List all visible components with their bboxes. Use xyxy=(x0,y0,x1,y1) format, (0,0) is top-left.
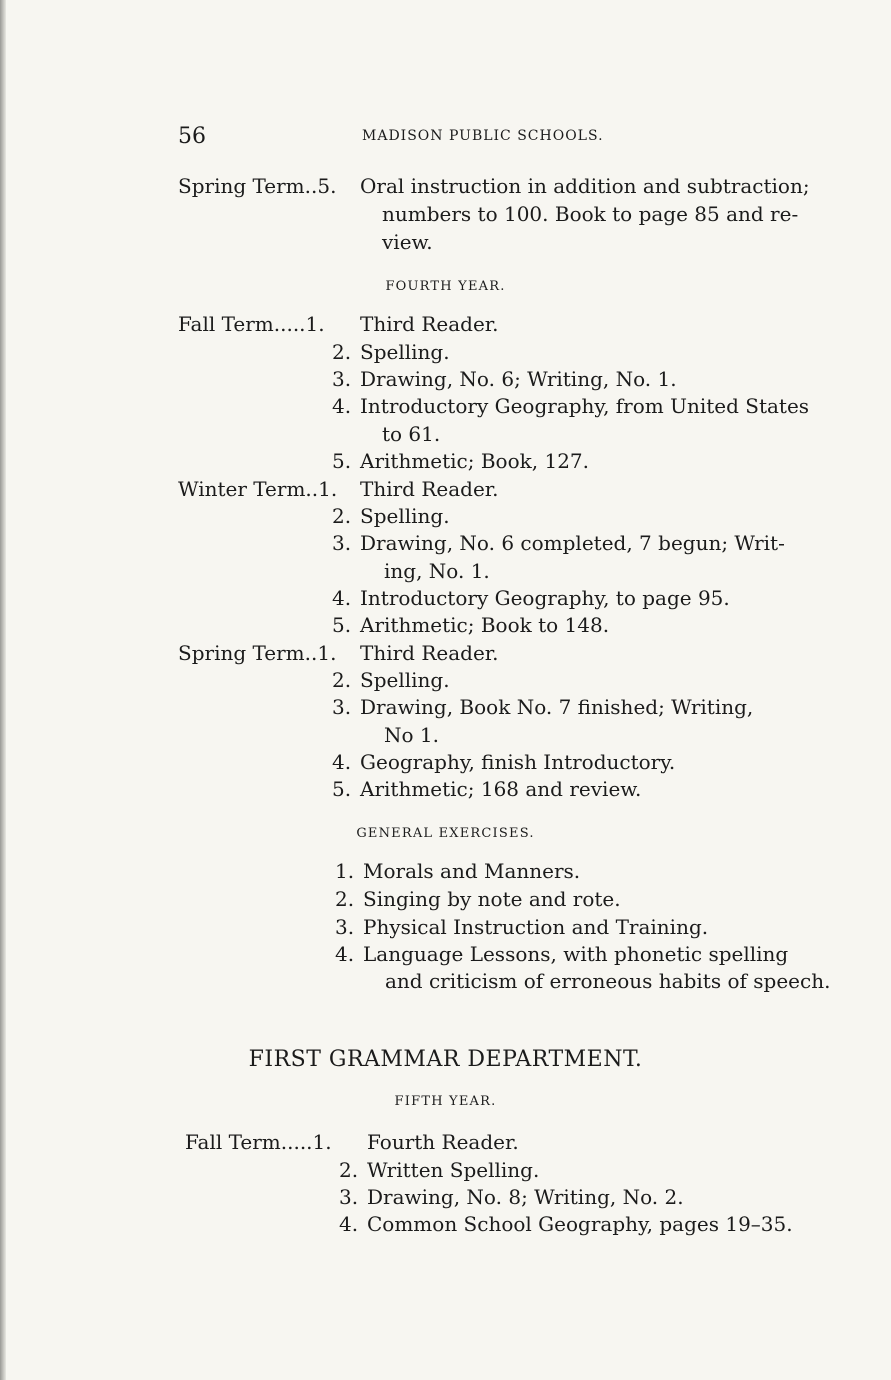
winter-item-5: Arithmetic; Book to 148. xyxy=(360,613,610,637)
fourth-year-heading: FOURTH YEAR. xyxy=(385,279,506,294)
running-header: MADISON PUBLIC SCHOOLS. xyxy=(362,128,604,144)
spring-4-num-3: 3. xyxy=(332,695,352,719)
fifth-fall-item-1: Fourth Reader. xyxy=(367,1130,519,1154)
winter-item-2: Spelling. xyxy=(360,504,450,528)
fifth-fall-num-2: 2. xyxy=(339,1158,359,1182)
page-edge-shadow xyxy=(0,0,6,1380)
fall-item-2: Spelling. xyxy=(360,340,450,364)
exercise-num-3: 3. xyxy=(335,915,355,939)
fifth-fall-term-label: Fall Term.....1. xyxy=(185,1130,332,1154)
spring-item-5-line3: view. xyxy=(382,230,433,254)
fall-num-4: 4. xyxy=(332,394,352,418)
winter-item-3-line2: ing, No. 1. xyxy=(384,559,490,583)
spring-4-item-4: Geography, finish Introductory. xyxy=(360,750,676,774)
exercise-num-2: 2. xyxy=(335,887,355,911)
fifth-fall-item-2: Written Spelling. xyxy=(367,1158,540,1182)
exercise-num-1: 1. xyxy=(335,859,355,883)
spring-4-item-5: Arithmetic; 168 and review. xyxy=(360,777,642,801)
winter-item-1: Third Reader. xyxy=(360,477,499,501)
spring-4-item-3-line1: Drawing, Book No. 7 finished; Writing, xyxy=(360,695,754,719)
fall-item-4-line2: to 61. xyxy=(382,422,441,446)
spring-4-num-4: 4. xyxy=(332,750,352,774)
fall-num-3: 3. xyxy=(332,367,352,391)
exercise-item-4-continuation: and criticism of erroneous habits of speech. xyxy=(385,969,831,993)
exercise-item-2: Singing by note and rote. xyxy=(363,887,621,911)
exercise-item-4: Language Lessons, with phonetic spelling xyxy=(363,942,789,966)
fifth-year-heading: FIFTH YEAR. xyxy=(394,1094,497,1109)
winter-num-3: 3. xyxy=(332,531,352,555)
page-number: 56 xyxy=(178,124,206,149)
winter-num-2: 2. xyxy=(332,504,352,528)
winter-item-3-line1: Drawing, No. 6 completed, 7 begun; Writ- xyxy=(360,531,785,555)
spring-4-item-3-line2: No 1. xyxy=(384,723,439,747)
fall-item-4-line1: Introductory Geography, from United States xyxy=(360,394,810,418)
fifth-fall-item-4: Common School Geography, pages 19–35. xyxy=(367,1212,793,1236)
fall-item-5: Arithmetic; Book, 127. xyxy=(360,449,589,473)
spring-4-num-5: 5. xyxy=(332,777,352,801)
fifth-fall-item-3: Drawing, No. 8; Writing, No. 2. xyxy=(367,1185,684,1209)
winter-num-4: 4. xyxy=(332,586,352,610)
spring-term-4-label: Spring Term..1. xyxy=(178,641,337,665)
exercise-item-3: Physical Instruction and Training. xyxy=(363,915,709,939)
winter-term-label: Winter Term..1. xyxy=(178,477,338,501)
exercise-item-1: Morals and Manners. xyxy=(363,859,581,883)
fall-term-label: Fall Term.....1. xyxy=(178,312,325,336)
fall-num-2: 2. xyxy=(332,340,352,364)
fall-num-5: 5. xyxy=(332,449,352,473)
winter-num-5: 5. xyxy=(332,613,352,637)
fifth-fall-num-3: 3. xyxy=(339,1185,359,1209)
general-exercises-heading: GENERAL EXERCISES. xyxy=(356,826,535,841)
exercise-num-4: 4. xyxy=(335,942,355,966)
department-heading: FIRST GRAMMAR DEPARTMENT. xyxy=(248,1047,643,1072)
spring-4-item-2: Spelling. xyxy=(360,668,450,692)
spring-term-label: Spring Term..5. xyxy=(178,174,337,198)
spring-item-5-line2: numbers to 100. Book to page 85 and re- xyxy=(382,202,799,226)
spring-4-num-2: 2. xyxy=(332,668,352,692)
spring-4-item-1: Third Reader. xyxy=(360,641,499,665)
fifth-fall-num-4: 4. xyxy=(339,1212,359,1236)
winter-item-4: Introductory Geography, to page 95. xyxy=(360,586,730,610)
fall-item-1: Third Reader. xyxy=(360,312,499,336)
spring-item-5-line1: Oral instruction in addition and subtraction; xyxy=(360,174,810,198)
fall-item-3: Drawing, No. 6; Writing, No. 1. xyxy=(360,367,677,391)
